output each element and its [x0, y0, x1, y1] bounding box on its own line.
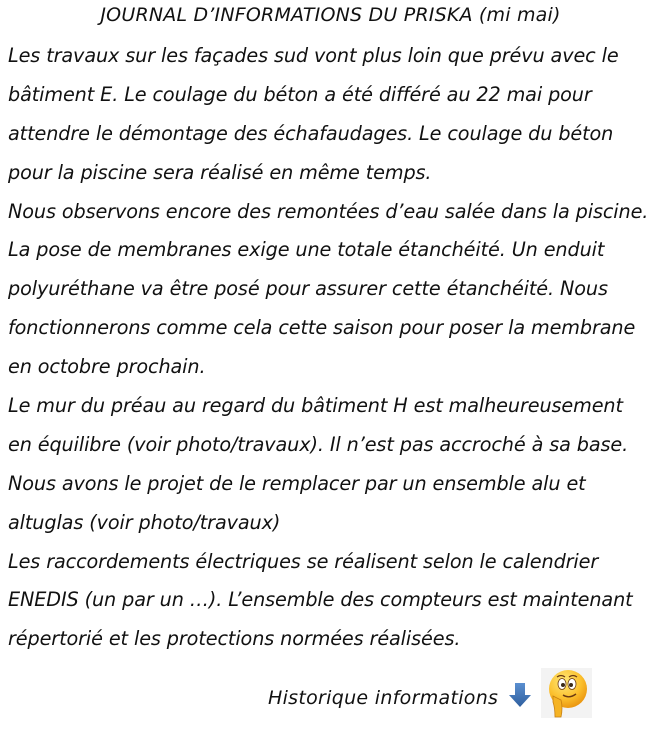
text-line: pour la piscine sera réalisé en même temps.: [8, 160, 432, 184]
text-line: Les travaux sur les façades sud vont plus loin que prévu avec le: [8, 44, 619, 67]
text-line: en équilibre (voir photo/travaux). Il n’est pas accroché à sa base.: [8, 432, 629, 456]
text-line: La pose de membranes exige une totale étanchéité. Un enduit: [8, 238, 605, 262]
thinking-emoji-icon: [541, 668, 592, 718]
text-line: fonctionnerons comme cela cette saison pour poser la membrane: [8, 316, 636, 340]
history-label[interactable]: Historique informations: [268, 687, 499, 709]
text-line: Nous avons le projet de le remplacer par un ensemble alu et: [8, 471, 586, 495]
text-line: Nous observons encore des remontées d’eau salée dans la piscine.: [8, 199, 649, 223]
text-line: altuglas (voir photo/travaux): [8, 510, 281, 534]
article-body: [8, 37, 658, 659]
text-line: Les raccordements électriques se réalisent selon le calendrier: [8, 549, 599, 573]
text-line: polyuréthane va être posé pour assurer cette étanchéité. Nous: [8, 277, 608, 301]
history-link[interactable]: [268, 668, 592, 718]
text-line: attendre le démontage des échafaudages. Le coulage du béton: [8, 121, 614, 145]
text-line: Le mur du préau au regard du bâtiment H est malheureusement: [8, 394, 623, 418]
text-line: répertorié et les protections normées réalisées.: [8, 627, 461, 651]
text-line: ENEDIS (un par un …). L’ensemble des compteurs est maintenant: [8, 588, 633, 612]
text-line: en octobre prochain.: [8, 355, 206, 379]
arrow-down-icon[interactable]: [508, 682, 532, 708]
page-title: JOURNAL D’INFORMATIONS DU PRISKA (mi mai): [100, 4, 561, 26]
text-line: bâtiment E. Le coulage du béton a été différé au 22 mai pour: [8, 82, 592, 106]
